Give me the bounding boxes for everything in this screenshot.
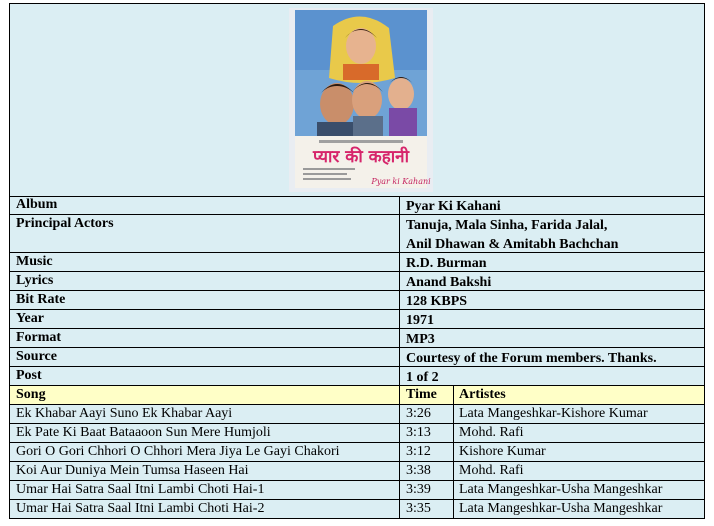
song-time: 3:39 [406, 482, 431, 497]
detail-label: Bit Rate [16, 292, 66, 307]
detail-value: Pyar Ki Kahani [406, 199, 501, 214]
song-time: 3:35 [406, 501, 431, 516]
header-time: Time [406, 387, 437, 402]
detail-label: Music [16, 254, 53, 269]
song-artistes: Mohd. Rafi [459, 425, 524, 440]
detail-label: Post [16, 368, 42, 383]
table-row [10, 443, 704, 462]
album-info-table [9, 3, 705, 519]
detail-label: Principal Actors [16, 216, 114, 231]
song-artistes: Lata Mangeshkar-Usha Mangeshkar [459, 482, 663, 497]
detail-row-source [10, 348, 704, 367]
detail-row-format [10, 329, 704, 348]
detail-row-lyrics [10, 272, 704, 291]
poster-title: प्यार की कहानी [313, 147, 409, 167]
poster-cell [10, 4, 704, 197]
song-time: 3:13 [406, 425, 431, 440]
song-time: 3:26 [406, 406, 431, 421]
detail-label: Year [16, 311, 44, 326]
detail-value: 1971 [406, 313, 434, 328]
detail-value: R.D. Burman [406, 256, 487, 271]
poster-image [289, 8, 433, 192]
song-title: Umar Hai Satra Saal Itni Lambi Choti Hai-1 [16, 482, 265, 497]
detail-value: Courtesy of the Forum members. Thanks. [406, 351, 657, 366]
song-time: 3:38 [406, 463, 431, 478]
album-poster [289, 8, 433, 192]
table-row [10, 462, 704, 481]
header-song: Song [16, 387, 46, 402]
song-time: 3:12 [406, 444, 431, 459]
detail-value: Anand Bakshi [406, 275, 492, 290]
song-title: Koi Aur Duniya Mein Tumsa Haseen Hai [16, 463, 249, 478]
header-artistes: Artistes [459, 387, 506, 402]
detail-value-line2: Anil Dhawan & Amitabh Bachchan [406, 237, 619, 252]
table-row [10, 424, 704, 443]
detail-row-year [10, 310, 704, 329]
song-artistes: Mohd. Rafi [459, 463, 524, 478]
detail-row-album [10, 196, 704, 215]
detail-value: 128 KBPS [406, 294, 468, 309]
detail-label: Format [16, 330, 62, 345]
detail-row-post [10, 367, 704, 386]
table-row [10, 500, 704, 518]
detail-row-music [10, 253, 704, 272]
detail-value: 1 of 2 [406, 370, 439, 385]
song-title: Ek Pate Ki Baat Bataaoon Sun Mere Humjoli [16, 425, 271, 440]
detail-label: Album [16, 197, 58, 212]
song-table-header [10, 386, 704, 405]
detail-value: MP3 [406, 332, 435, 347]
poster-subtitle: Pyar ki Kahani [371, 177, 431, 186]
detail-value: Tanuja, Mala Sinha, Farida Jalal, [406, 218, 608, 233]
table-row [10, 481, 704, 500]
detail-row-actors [10, 215, 704, 253]
song-artistes: Lata Mangeshkar-Usha Mangeshkar [459, 501, 663, 516]
detail-row-bitrate [10, 291, 704, 310]
song-artistes: Lata Mangeshkar-Kishore Kumar [459, 406, 648, 421]
song-title: Gori O Gori Chhori O Chhori Mera Jiya Le Gayi Chakori [16, 444, 340, 459]
table-row [10, 405, 704, 424]
detail-label: Source [16, 349, 57, 364]
song-title: Ek Khabar Aayi Suno Ek Khabar Aayi [16, 406, 233, 421]
song-title: Umar Hai Satra Saal Itni Lambi Choti Hai-2 [16, 501, 265, 516]
song-artistes: Kishore Kumar [459, 444, 546, 459]
detail-label: Lyrics [16, 273, 54, 288]
